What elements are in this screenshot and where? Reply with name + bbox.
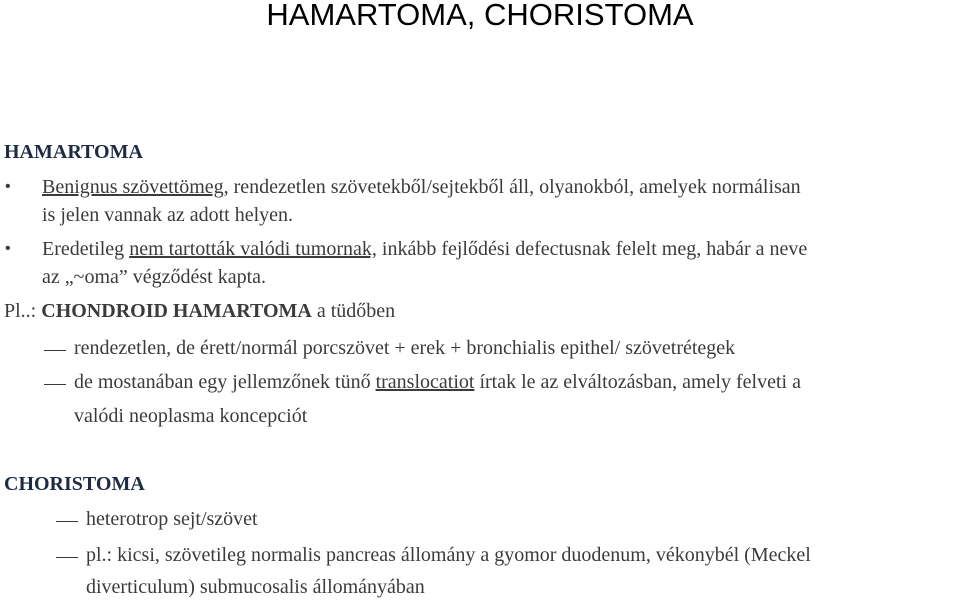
section-heading-choristoma: CHORISTOMA xyxy=(4,473,145,495)
dash-marker xyxy=(44,350,66,351)
choristoma-dash-2-line-1: pl.: kicsi, szövetileg normalis pancreas állomány a gyomor duodenum, vékonybél (Meckel xyxy=(86,544,811,566)
text: inkább fejlődési defectusnak felelt meg, habár a neve xyxy=(376,238,808,260)
bullet-2-line-2: az „~oma” végződést kapta. xyxy=(42,266,267,288)
hamartoma-dash-1: rendezetlen, de érett/normál porcszövet + erek + bronchialis epithel/ szövetrétegek xyxy=(74,337,736,359)
underlined-term: translocatiot xyxy=(375,371,475,393)
text: , rendezetlen szövetekből/sejtekből áll, olyanokból, amelyek normálisan xyxy=(223,176,801,198)
text: Eredetileg xyxy=(42,238,130,260)
dash-marker xyxy=(56,557,78,558)
choristoma-dash-1: heterotrop sejt/szövet xyxy=(86,508,258,530)
bullet-1-line-1 xyxy=(42,175,801,199)
underlined-term: Benignus szövettömeg xyxy=(42,176,224,198)
hamartoma-dash-2-line-2: valódi neoplasma koncepciót xyxy=(74,405,308,427)
bullet-marker: • xyxy=(5,240,11,257)
text: írtak le az elváltozásban, amely felveti a xyxy=(474,371,801,393)
dash-marker xyxy=(44,384,66,385)
choristoma-dash-2-line-2: diverticulum) submucosalis állományában xyxy=(86,576,425,598)
bold-term: CHONDROID HAMARTOMA xyxy=(41,300,312,322)
text: Pl..: xyxy=(4,300,42,322)
underlined-term: nem tartották valódi tumornak, xyxy=(129,238,377,260)
example-line xyxy=(4,299,395,323)
bullet-1-line-2: is jelen vannak az adott helyen. xyxy=(42,204,294,226)
bullet-marker: • xyxy=(5,178,11,195)
section-heading-hamartoma: HAMARTOMA xyxy=(4,141,143,163)
bullet-2-line-1 xyxy=(42,237,807,261)
dash-marker xyxy=(56,521,78,522)
hamartoma-dash-2-line-1 xyxy=(74,370,801,394)
page-title: HAMARTOMA, CHORISTOMA xyxy=(266,0,694,32)
text: de mostanában egy jellemzőnek tünő xyxy=(74,371,376,393)
text: a tüdőben xyxy=(311,300,396,322)
